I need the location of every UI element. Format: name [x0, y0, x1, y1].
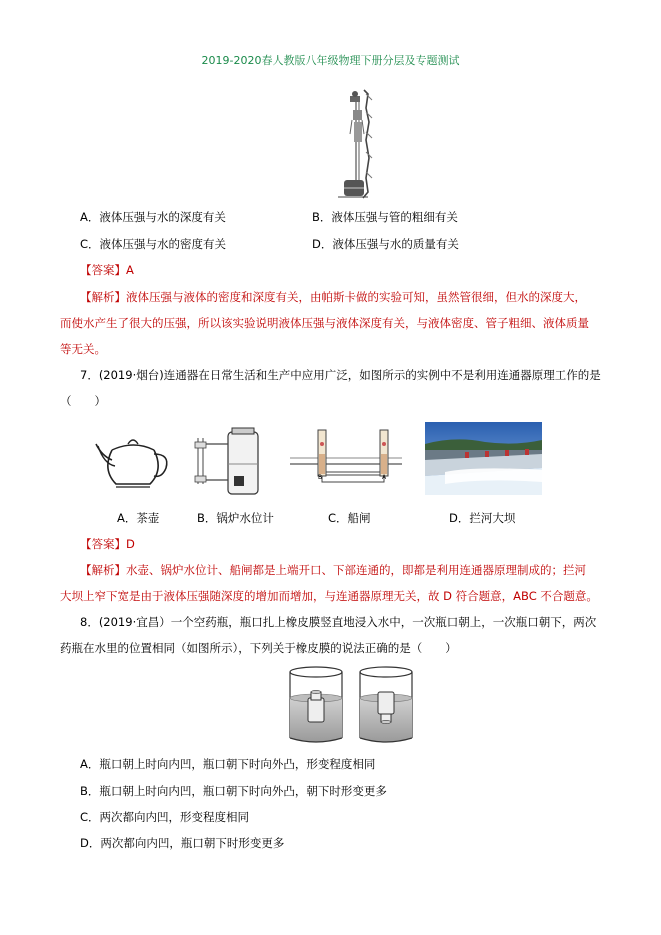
q6-option-d: D．液体压强与水的质量有关 — [312, 237, 459, 251]
q7-analysis-line-1: 【解析】水壶、锅炉水位计、船闸都是上端开口、下部连通的，即都是利用连通器原理制成的；拦河 — [80, 563, 586, 577]
q6-answer: 【答案】A — [80, 263, 134, 277]
q7-answer: 【答案】D — [80, 537, 135, 551]
ship-lock-label-b: B — [318, 474, 323, 481]
q6-option-c: C．液体压强与水的密度有关 — [80, 237, 227, 251]
q8-option-d: D．两次都向内凹，瓶口朝下时形变更多 — [80, 836, 285, 850]
q6-analysis-line-3: 等无关。 — [60, 342, 106, 356]
dam-photo — [425, 422, 542, 495]
q8-stem-line-1: 8．(2019·宜昌）一个空药瓶，瓶口扎上橡皮膜竖直地浸入水中，一次瓶口朝上，一次瓶口朝下，两次 — [80, 615, 597, 629]
q8-option-a: A．瓶口朝上时向内凹，瓶口朝下时向外凸，形变程度相同 — [80, 757, 376, 771]
q7-caption-b: B．锅炉水位计 — [197, 511, 274, 525]
q6-option-b: B．液体压强与管的粗细有关 — [312, 210, 458, 224]
q7-caption-c: C．船闸 — [328, 511, 371, 525]
q6-analysis-line-2: 而使水产生了很大的压强，所以该实验说明液体压强与液体深度有关，与液体密度、管子粗细、液体质量 — [60, 316, 589, 330]
bottles-in-water-figure — [284, 664, 420, 746]
teapot-figure — [94, 430, 172, 490]
q6-analysis-line-1: 【解析】液体压强与液体的密度和深度有关，由帕斯卡做的实验可知，虽然管很细，但水的深度大， — [80, 290, 586, 304]
boiler-figure — [190, 424, 270, 498]
q7-analysis-line-2: 大坝上窄下宽是由于液体压强随深度的增加而增加，与连通器原理无关，故 D 符合题意，ABC 不合题意。 — [60, 589, 598, 603]
q8-option-c: C．两次都向内凹，形变程度相同 — [80, 810, 250, 824]
q7-stem-line-2: （ ） — [60, 394, 106, 408]
q8-option-b: B．瓶口朝上时向内凹，瓶口朝下时向外凸，朝下时形变更多 — [80, 784, 387, 798]
q7-stem-line-1: 7．(2019·烟台)连通器在日常生活和生产中应用广泛，如图所示的实例中不是利用连通器原理工作的是 — [80, 368, 601, 382]
ship-lock-label-a: A — [382, 474, 387, 481]
page-header: 2019-2020春人教版八年级物理下册分层及专题测试 — [201, 54, 460, 67]
q8-stem-line-2: 药瓶在水里的位置相同（如图所示），下列关于橡皮膜的说法正确的是（ ） — [60, 641, 457, 655]
q6-option-a: A．液体压强与水的深度有关 — [80, 210, 226, 224]
q7-caption-d: D．拦河大坝 — [449, 511, 516, 525]
pascal-barrel-figure — [328, 88, 376, 200]
q7-caption-a: A．茶壶 — [117, 511, 160, 525]
